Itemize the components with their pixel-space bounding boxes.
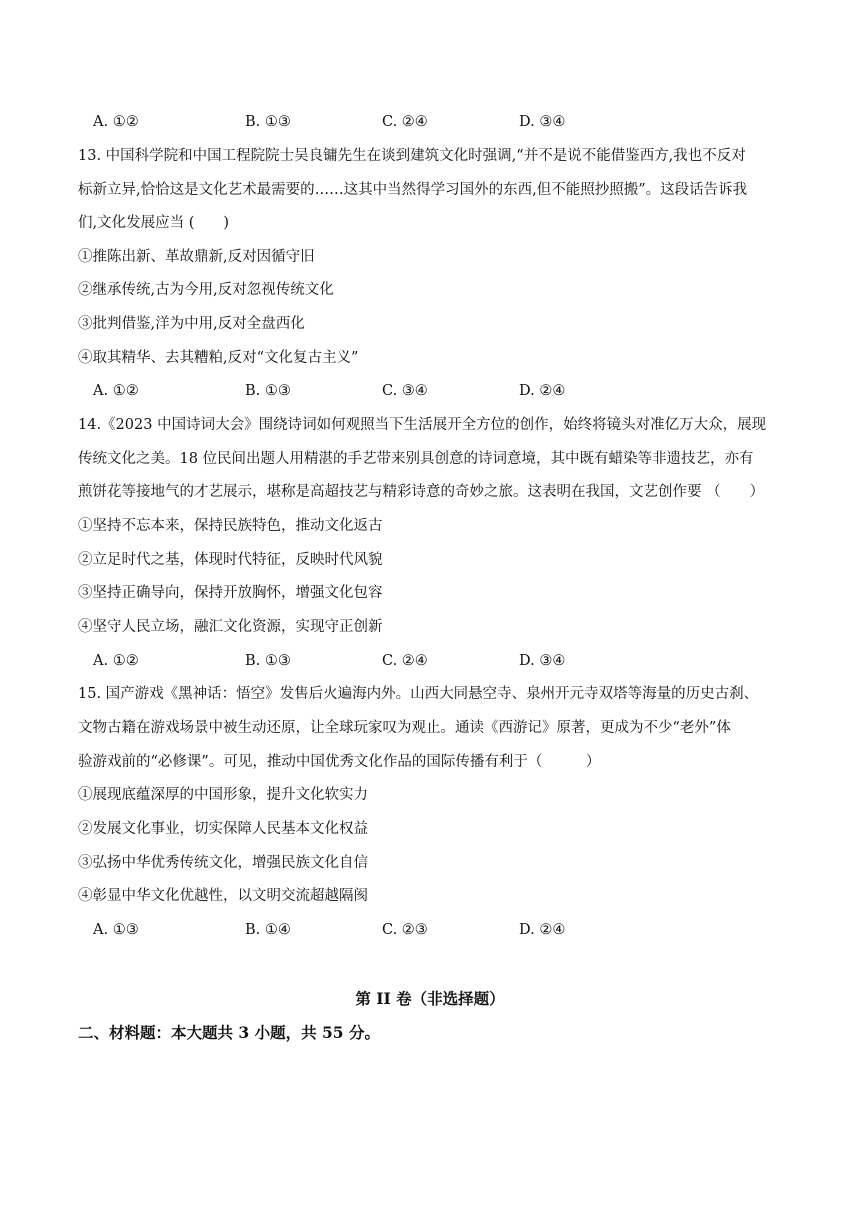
statement-item: ④取其精华、去其糟粕,反对“文化复古主义” [78, 350, 359, 366]
option-c: C. ③④ [382, 383, 428, 399]
question-stem-line: 15. 国产游戏《黑神话：悟空》发售后火遍海内外。山西大同悬空寺、泉州开元寺双塔等海量的历史古刹、 [78, 686, 759, 702]
q14-options [93, 651, 793, 671]
statement-item: ④彰显中华文化优越性，以文明交流超越隔阂 [78, 888, 368, 904]
option-a: A. ①③ [93, 922, 139, 938]
part-heading: 二、材料题：本大题共 3 小题，共 55 分。 [78, 1023, 380, 1042]
statement-item: ①推陈出新、革故鼎新,反对因循守旧 [78, 249, 315, 265]
question-stem-line: 文物古籍在游戏场景中被生动还原，让全球玩家叹为观止。通读《西游记》原著，更成为不少“老外”体 [78, 720, 731, 736]
option-c: C. ②③ [382, 922, 428, 938]
statement-item: ③批判借鉴,洋为中用,反对全盘西化 [78, 316, 305, 332]
option-b: B. ①③ [245, 114, 291, 130]
statement-item: ②继承传统,古为今用,反对忽视传统文化 [78, 282, 334, 298]
option-a: A. ①② [93, 383, 139, 399]
question-stem-line: 煎饼花等接地气的才艺展示，堪称是高超技艺与精彩诗意的奇妙之旅。这表明在我国，文艺创作要 （ ） [78, 484, 765, 500]
q15-options [93, 920, 793, 940]
option-c: C. ②④ [382, 114, 428, 130]
question-stem-line: 验游戏前的“必修课”。可见，推动中国优秀文化作品的国际传播有利于（ ） [78, 754, 601, 770]
option-d: D. ③④ [519, 114, 566, 130]
statement-item: ①展现底蕴深厚的中国形象，提升文化软实力 [78, 787, 368, 803]
option-a: A. ①② [93, 114, 139, 130]
option-d: D. ③④ [519, 653, 566, 669]
statement-item: ②发展文化事业，切实保障人民基本文化权益 [78, 821, 368, 837]
q12-options [93, 112, 793, 132]
question-stem-line: 13. 中国科学院和中国工程院院士吴良镛先生在谈到建筑文化时强调,“并不是说不能借鉴西方,我也不反对 [78, 148, 746, 164]
option-d: D. ②④ [519, 922, 566, 938]
option-c: C. ②④ [382, 653, 428, 669]
question-stem-line: 传统文化之美。18 位民间出题人用精湛的手艺带来别具创意的诗词意境，其中既有蜡染等非遗技艺，亦有 [78, 451, 754, 467]
option-d: D. ②④ [519, 383, 566, 399]
option-a: A. ①② [93, 653, 139, 669]
q13-options [93, 381, 793, 401]
statement-item: ③坚持正确导向，保持开放胸怀，增强文化包容 [78, 585, 383, 601]
statement-item: ②立足时代之基，体现时代特征，反映时代风貌 [78, 552, 383, 568]
statement-item: ④坚守人民立场，融汇文化资源，实现守正创新 [78, 619, 383, 635]
section-title: 第 II 卷（非选择题） [355, 989, 505, 1008]
question-stem-line: 14.《2023 中国诗词大会》围绕诗词如何观照当下生活展开全方位的创作，始终将镜头对准亿万大众，展现 [78, 417, 767, 433]
option-b: B. ①③ [245, 383, 291, 399]
question-stem-line: 标新立异,恰恰这是文化艺术最需要的……这其中当然得学习国外的东西,但不能照抄照搬”。这段话告诉我 [78, 182, 748, 198]
statement-item: ①坚持不忘本来，保持民族特色，推动文化返古 [78, 518, 383, 534]
option-b: B. ①③ [245, 653, 291, 669]
question-stem-line: 们,文化发展应当 ( ) [78, 215, 230, 231]
statement-item: ③弘扬中华优秀传统文化，增强民族文化自信 [78, 855, 368, 871]
option-b: B. ①④ [245, 922, 291, 938]
